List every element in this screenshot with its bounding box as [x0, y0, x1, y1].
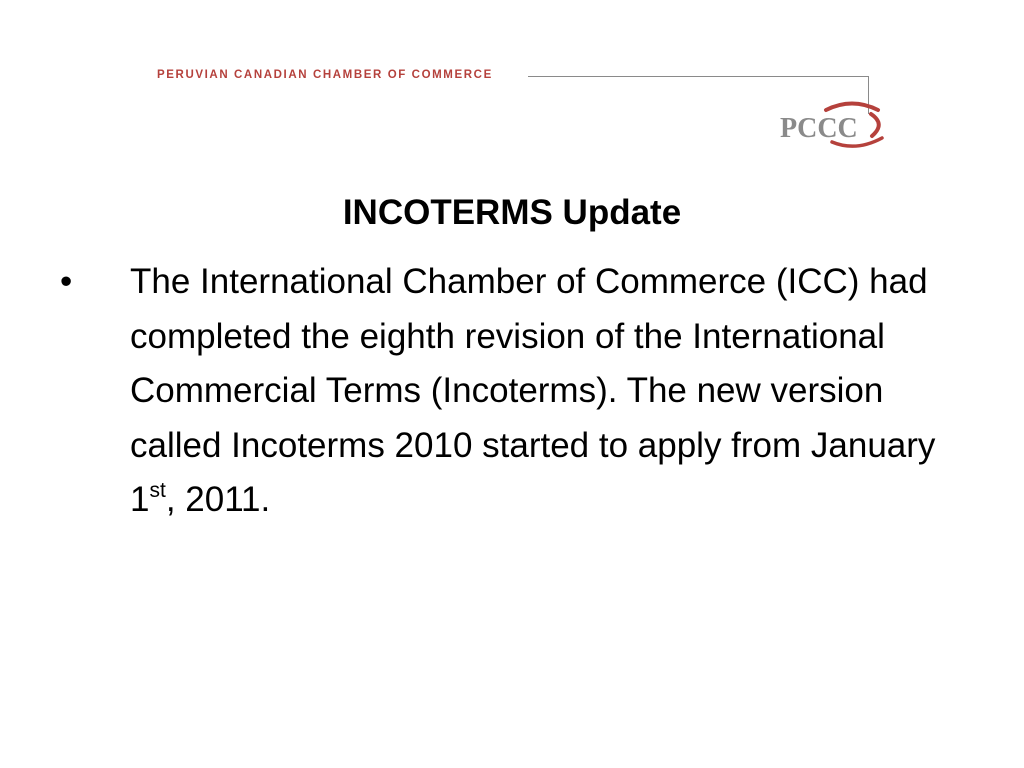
pccc-logo — [774, 100, 892, 148]
pccc-logo-graphic — [774, 100, 892, 148]
bullet-text: The International Chamber of Commerce (ICC) had completed the eighth revision of the International Commercial Terms (Incoterms). The new version called Incoterms 2010 started to apply from January 1 — [130, 262, 936, 519]
bullet-list — [58, 255, 978, 528]
organization-name: PERUVIAN CANADIAN CHAMBER OF COMMERCE — [157, 69, 493, 81]
bullet-marker: • — [60, 262, 73, 301]
logo-lettering: PCCC — [780, 113, 858, 144]
bullet-item — [58, 255, 978, 528]
ordinal-superscript: st — [149, 479, 166, 502]
bullet-text-suffix: , 2011. — [165, 480, 271, 519]
header-divider — [528, 76, 869, 77]
slide-title: INCOTERMS Update — [342, 193, 682, 232]
